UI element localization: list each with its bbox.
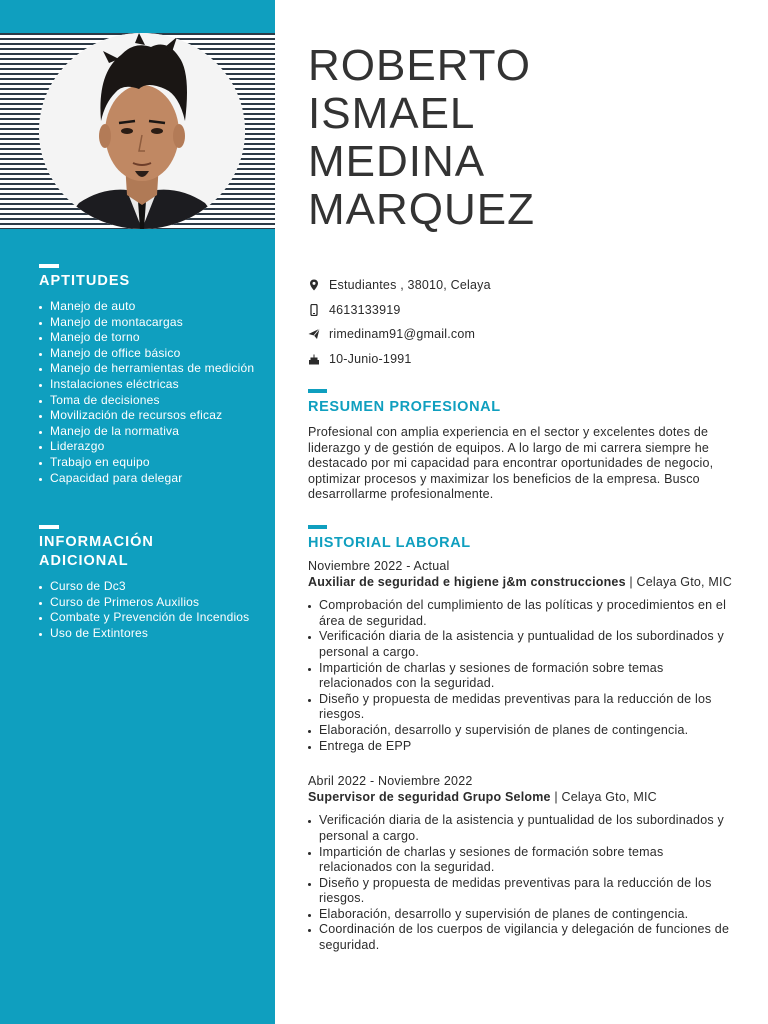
job-bullets (308, 598, 738, 754)
list-item: Entrega de EPP (308, 739, 738, 755)
section-accent (39, 525, 59, 529)
job-entry (308, 774, 738, 954)
name-line: MEDINA (308, 137, 486, 186)
job-bullets (308, 813, 738, 953)
list-item: Elaboración, desarrollo y supervisión de planes de contingencia. (308, 723, 738, 739)
list-item: Diseño y propuesta de medidas preventivas para la reducción de los riesgos. (308, 692, 738, 723)
location-pin-icon (308, 278, 329, 292)
aptitudes-heading: APTITUDES (39, 273, 131, 289)
list-item: Manejo de herramientas de medición (39, 361, 259, 377)
info-section (39, 525, 259, 641)
job-role: Supervisor de seguridad Grupo Selome (308, 789, 551, 804)
birthdate-text: 10-Junio-1991 (329, 351, 412, 366)
summary-heading: RESUMEN PROFESIONAL (308, 399, 501, 415)
info-heading-line2: ADICIONAL (39, 553, 129, 569)
info-heading-line1: INFORMACIÓN (39, 534, 154, 550)
email-text: rimedinam91@gmail.com (329, 327, 476, 342)
list-item: Trabajo en equipo (39, 455, 259, 471)
list-item: Curso de Dc3 (39, 579, 259, 595)
list-item: Diseño y propuesta de medidas preventivas para la reducción de los riesgos. (308, 876, 738, 907)
list-item: Liderazgo (39, 439, 259, 455)
job-location: | Celaya Gto, MIC (550, 789, 657, 804)
list-item: Capacidad para delegar (39, 471, 259, 487)
aptitudes-list (39, 299, 259, 486)
list-item: Manejo de torno (39, 330, 259, 346)
contact-phone (308, 298, 738, 323)
job-location: | Celaya Gto, MIC (625, 574, 732, 589)
list-item: Curso de Primeros Auxilios (39, 595, 259, 611)
list-item: Comprobación del cumplimiento de las políticas y procedimientos en el área de seguridad. (308, 598, 738, 629)
list-item: Combate y Prevención de Incendios (39, 610, 259, 626)
list-item: Manejo de la normativa (39, 424, 259, 440)
section-accent (308, 525, 327, 529)
full-name (308, 42, 535, 234)
portrait-image (39, 33, 245, 229)
birthday-cake-icon (308, 352, 329, 366)
history-section (308, 525, 738, 954)
history-heading: HISTORIAL LABORAL (308, 535, 471, 551)
list-item: Verificación diaria de la asistencia y puntualidad de los subordinados y personal a cargo. (308, 629, 738, 660)
list-item: Uso de Extintores (39, 626, 259, 642)
mobile-phone-icon (308, 303, 329, 317)
name-line: ISMAEL (308, 89, 476, 138)
job-dates: Noviembre 2022 - Actual (308, 559, 450, 573)
list-item: Manejo de auto (39, 299, 259, 315)
job-dates: Abril 2022 - Noviembre 2022 (308, 774, 473, 789)
job-entry (308, 559, 738, 754)
info-list (39, 579, 259, 641)
list-item: Manejo de office básico (39, 346, 259, 362)
paper-plane-icon (308, 327, 329, 341)
aptitudes-section (39, 264, 259, 486)
list-item: Coordinación de los cuerpos de vigilancia y delegación de funciones de seguridad. (308, 922, 738, 953)
job-heading (308, 575, 738, 591)
sidebar (0, 0, 275, 1024)
section-accent (39, 264, 59, 268)
list-item: Impartición de charlas y sesiones de formación sobre temas relacionados con la seguridad. (308, 845, 738, 876)
job-role: Auxiliar de seguridad e higiene j&m construcciones (308, 574, 626, 589)
contact-birthdate (308, 347, 738, 372)
phone-text: 4613133919 (329, 302, 401, 317)
info-heading (39, 533, 259, 571)
contact-block (308, 273, 738, 371)
job-heading (308, 790, 738, 806)
name-line: MARQUEZ (308, 185, 535, 234)
contact-email (308, 322, 738, 347)
summary-text: Profesional con amplia experiencia en el sector y excelentes dotes de liderazgo y de gestión de equipos. A lo largo de mi carrera siempre he destacado por mi capacidad para encontrar oportunidades de negocio, optimizar procesos y maximizar los beneficios de la empresa. Busco desarrollarme profesionalmente. (308, 425, 714, 502)
list-item: Movilización de recursos eficaz (39, 408, 259, 424)
list-item: Instalaciones eléctricas (39, 377, 259, 393)
list-item: Elaboración, desarrollo y supervisión de planes de contingencia. (308, 907, 738, 923)
list-item: Impartición de charlas y sesiones de formación sobre temas relacionados con la seguridad. (308, 661, 738, 692)
list-item: Verificación diaria de la asistencia y puntualidad de los subordinados y personal a cargo. (308, 813, 738, 844)
contact-address (308, 273, 738, 298)
list-item: Manejo de montacargas (39, 315, 259, 331)
address-text: Estudiantes , 38010, Celaya (329, 278, 491, 293)
profile-photo (39, 33, 245, 229)
name-line: ROBERTO (308, 41, 531, 90)
list-item: Toma de decisiones (39, 393, 259, 409)
summary-section (308, 389, 738, 503)
section-accent (308, 389, 327, 393)
